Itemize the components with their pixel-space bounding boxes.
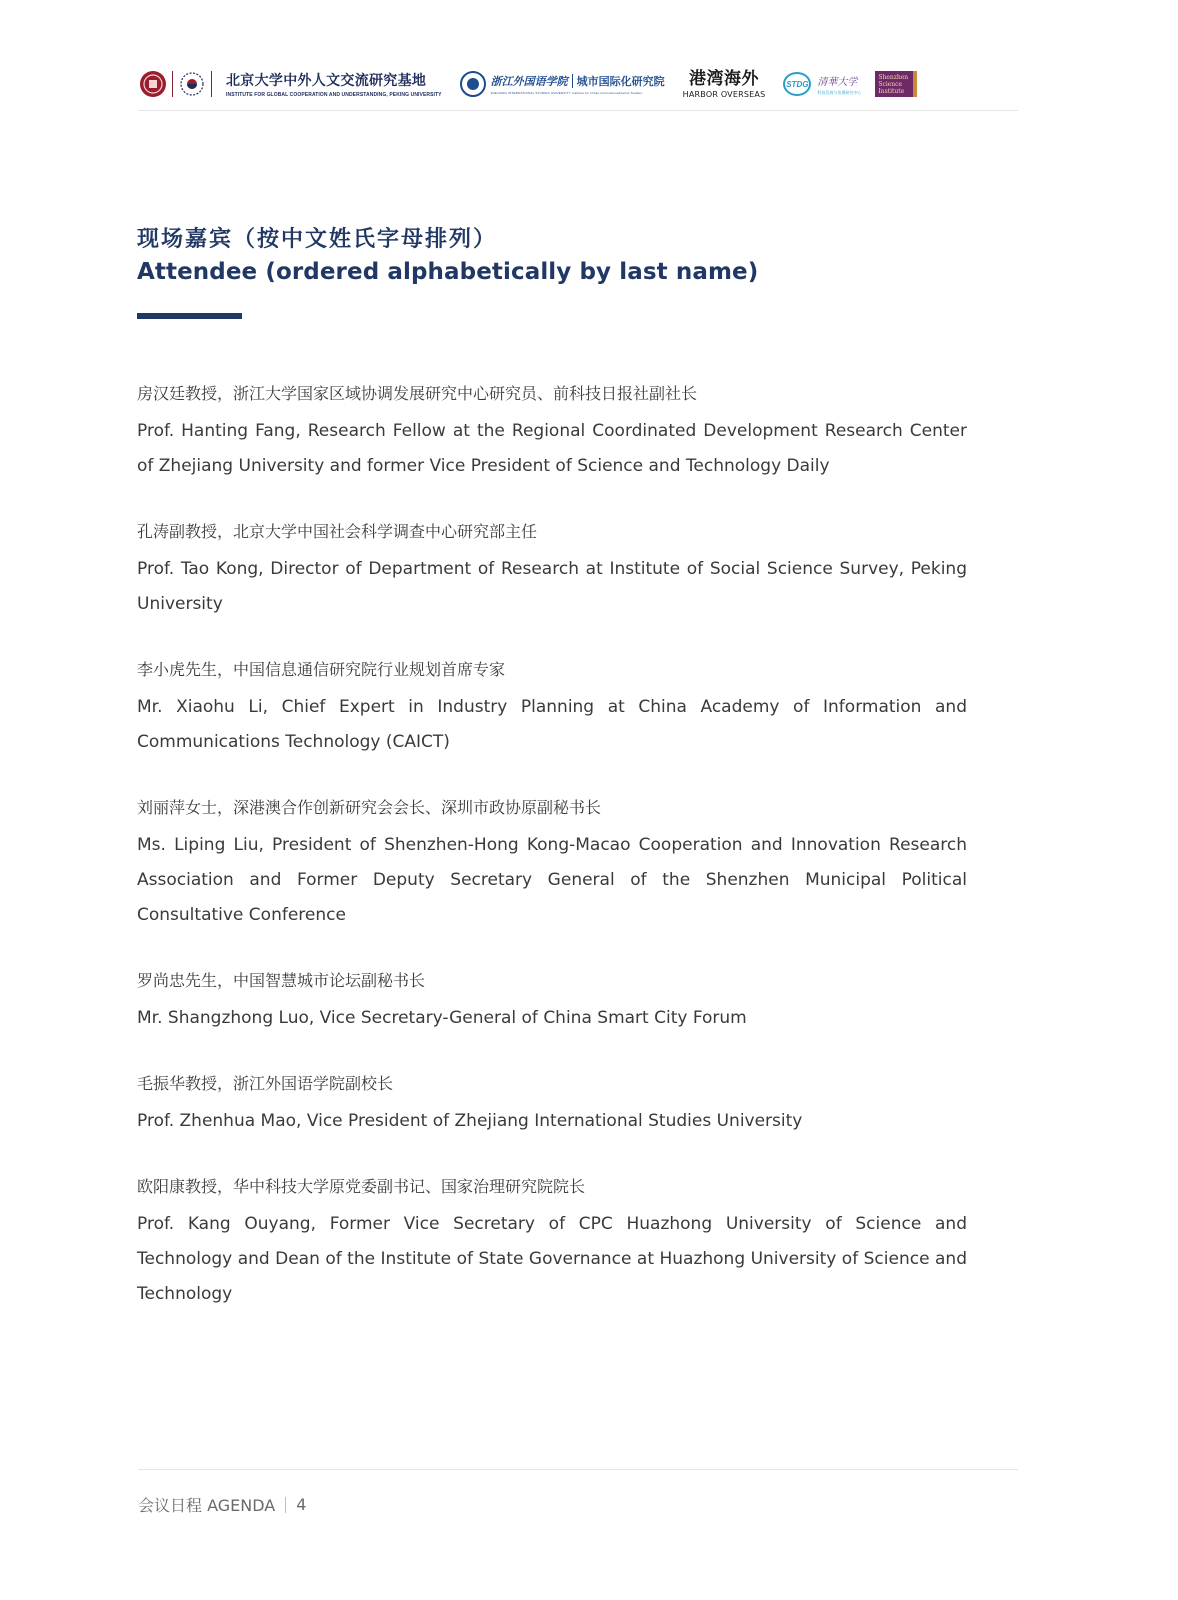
page-number: 4 xyxy=(296,1495,307,1514)
attendee-name-en: Prof. Tao Kong, Director of Department of Research at Institute of Social Science Survey, Peking University xyxy=(137,559,967,614)
igcu-name-en: INSTITUTE FOR GLOBAL COOPERATION AND UNDERSTANDING, PEKING UNIVERSITY xyxy=(226,92,442,98)
attendee-entry xyxy=(137,656,967,760)
attendee-entry xyxy=(137,967,967,1036)
attendee-entry xyxy=(137,1070,967,1139)
sz-line-1: Shenzhen xyxy=(878,73,909,81)
tsinghua-name-cn: 清華大学 xyxy=(817,76,858,88)
attendee-name-en: Mr. Xiaohu Li, Chief Expert in Industry Planning at China Academy of Information and Communications Technology (CAICT) xyxy=(137,697,967,752)
zisu-seal-icon xyxy=(460,71,486,97)
zisu-name-cn: 浙江外国语学院 xyxy=(490,75,568,88)
header-divider xyxy=(138,110,1018,111)
attendee-name-en: Mr. Shangzhong Luo, Vice Secretary-General of China Smart City Forum xyxy=(137,1008,747,1028)
peking-university-logo xyxy=(140,71,166,97)
zisu-name-en: ZHEJIANG INTERNATIONAL STUDIES UNIVERSITY Institute for Urban Internationalization Studies xyxy=(490,91,643,95)
igcu-mark-icon xyxy=(179,71,205,97)
igcu-logo xyxy=(179,70,442,98)
attendee-name-en: Prof. Kang Ouyang, Former Vice Secretary of CPC Huazhong University of Science and Technology and Dean of the Institute of State Governance at Huazhong University of Science and Technology xyxy=(137,1214,967,1304)
attendee-entry xyxy=(137,1173,967,1312)
logo-separator xyxy=(211,71,212,97)
logo-separator xyxy=(172,71,173,97)
title-underline-bar xyxy=(137,313,242,319)
harbor-overseas-logo xyxy=(683,70,766,99)
attendee-name-en: Prof. Hanting Fang, Research Fellow at the Regional Coordinated Development Research Center of Zhejiang University and former Vice President of Science and Technology Daily xyxy=(137,421,967,476)
attendee-name-en: Ms. Liping Liu, President of Shenzhen-Hong Kong-Macao Cooperation and Innovation Research Association and Former Deputy Secretary General of the Shenzhen Municipal Political Consultative Conference xyxy=(137,835,967,925)
attendee-list xyxy=(137,380,967,1312)
attendee-name-en: Prof. Zhenhua Mao, Vice President of Zhejiang International Studies University xyxy=(137,1111,803,1131)
sz-line-2: Science xyxy=(878,80,903,88)
attendee-name-cn: 刘丽萍女士，深港澳合作创新研究会会长、深圳市政协原副秘书长 xyxy=(137,798,602,817)
shenzhen-science-institute-logo xyxy=(875,71,917,97)
igcu-name-cn: 北京大学中外人文交流研究基地 xyxy=(226,73,427,89)
attendee-entry xyxy=(137,518,967,622)
sz-line-3: Institute xyxy=(878,87,905,95)
peking-university-seal-icon xyxy=(140,71,166,97)
page-title-en: Attendee (ordered alphabetically by last name) xyxy=(137,259,759,285)
page-title-cn: 现场嘉宾（按中文姓氏字母排列） xyxy=(137,227,498,252)
stdg-center-cn: 科技发展与治理研究中心 xyxy=(817,89,862,95)
zisu-logo xyxy=(460,71,665,97)
footer-separator xyxy=(285,1497,286,1513)
stdg-logo xyxy=(783,72,861,96)
stdg-mark-icon: STDG xyxy=(783,72,811,96)
attendee-entry xyxy=(137,380,967,484)
attendee-entry xyxy=(137,794,967,933)
page-footer xyxy=(138,1493,306,1516)
header-logos xyxy=(140,62,960,106)
attendee-name-cn: 孔涛副教授，北京大学中国社会科学调查中心研究部主任 xyxy=(137,522,538,541)
attendee-name-cn: 李小虎先生，中国信息通信研究院行业规划首席专家 xyxy=(137,660,506,679)
attendee-name-cn: 毛振华教授，浙江外国语学院副校长 xyxy=(137,1074,394,1093)
harbor-name-cn: 港湾海外 xyxy=(688,68,759,89)
footer-label: 会议日程 AGENDA xyxy=(138,1496,276,1515)
zisu-institute-cn: 城市国际化研究院 xyxy=(576,75,665,88)
harbor-name-en: HARBOR OVERSEAS xyxy=(682,89,766,99)
attendee-name-cn: 房汉廷教授，浙江大学国家区域协调发展研究中心研究员、前科技日报社副社长 xyxy=(137,384,698,403)
attendee-name-cn: 欧阳康教授，华中科技大学原党委副书记、国家治理研究院院长 xyxy=(137,1177,586,1196)
attendee-name-cn: 罗尚忠先生，中国智慧城市论坛副秘书长 xyxy=(137,971,426,990)
footer-divider xyxy=(138,1469,1018,1470)
